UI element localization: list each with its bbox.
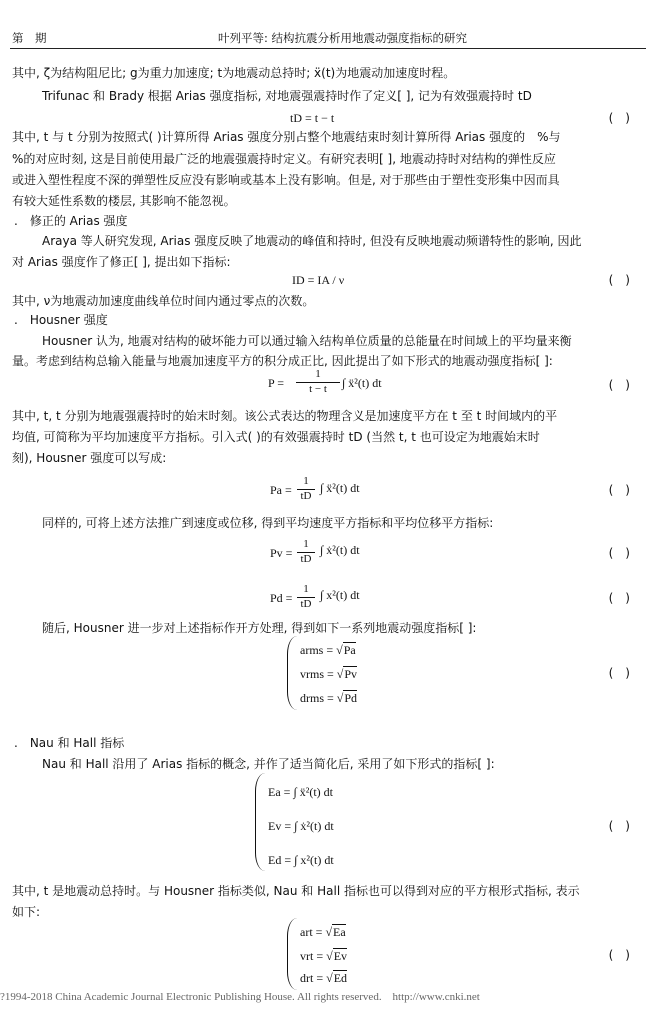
equation-number: ( ) [608,666,630,680]
text-line: 有较大延性系数的楼层, 其影响不能忽视。 [12,194,236,208]
equation-number: ( ) [608,378,630,392]
equation-drms: drms = √Pd [300,691,358,705]
text-line: Nau 和 Hall 沿用了 Arias 指标的概念, 并作了适当简化后, 采用了如下形式的指标[ ]: [42,757,495,771]
text-line: Araya 等人研究发现, Arias 强度反映了地震动的峰值和持时, 但没有反映地震动频谱特性的影响, 因此 [42,234,582,248]
running-head-title: 叶列平等: 结构抗震分析用地震动强度指标的研究 [218,31,468,45]
text-line: 同样的, 可将上述方法推广到速度或位移, 得到平均速度平方指标和平均位移平方指标: [42,516,494,530]
equation-art: art = √Ea [300,925,346,939]
equation-p-fraction: 1 t − t [296,368,340,396]
equation-ev: Ev = ∫ ẋ²(t) dt [268,819,334,833]
equation-number: ( ) [608,591,630,605]
equation-vrt: vrt = √Ev [300,949,348,963]
equation-pd-fraction: 1 tD [297,583,315,611]
section-heading: . 修正的 Arias 强度 [14,214,128,228]
equation-number: ( ) [608,546,630,560]
equation-vrms: vrms = √Pv [300,667,358,681]
equation-pv-lhs: Pv = [270,546,293,560]
equation-ia: ID = IA / ν [292,273,345,287]
equation-ea: Ea = ∫ ẍ²(t) dt [268,785,333,799]
text-line: %的对应时刻, 这是目前使用最广泛的地震强震持时定义。有研究表明[ ], 地震动持时对结构的弹性反应 [12,152,556,166]
text-line: 刻), Housner 强度可以写成: [12,451,167,465]
equation-pa-integral: ∫ ẍ²(t) dt [320,481,360,495]
text-line: 如下: [12,905,41,919]
text-line: 其中, t 是地震动总持时。与 Housner 指标类似, Nau 和 Hall 指标也可以得到对应的平方根形式指标, 表示 [12,884,580,898]
equation-brace [287,918,297,990]
text-line: Trifunac 和 Brady 根据 Arias 强度指标, 对地震强震持时作了定义[ ], 记为有效强震持时 tD [42,89,532,103]
equation-ed: Ed = ∫ x²(t) dt [268,853,334,867]
equation-number: ( ) [608,273,630,287]
equation-brace [255,773,265,871]
equation-p-lhs: P = [268,376,284,390]
text-line: 或进入塑性程度不深的弹塑性反应没有影响或基本上没有影响。但是, 对于那些由于塑性变形集中因而具 [12,173,560,187]
equation-pd-integral: ∫ x²(t) dt [320,588,360,602]
text-line: 其中, ζ为结构阻尼比; g为重力加速度; t为地震动总持时; ẍ(t)为地震动加速度时程。 [12,66,456,80]
equation-pv-integral: ∫ ẋ²(t) dt [320,543,360,557]
section-heading: . Nau 和 Hall 指标 [14,736,125,750]
footer-copyright: ?1994-2018 China Academic Journal Electronic Publishing House. All rights reserved. http://www.cnki.net [0,991,480,1003]
equation-number: ( ) [608,483,630,497]
text-line: 量。考虑到结构总输入能量与地震加速度平方的积分成正比, 因此提出了如下形式的地震动强度指标[ ]: [12,354,553,368]
equation-td: tD = t − t [290,111,335,125]
text-line: 其中, ν为地震动加速度曲线单位时间内通过零点的次数。 [12,294,315,308]
text-line: 均值, 可简称为平均加速度平方指标。引入式( )的有效强震持时 tD (当然 t, t 也可设定为地震始末时 [12,430,540,444]
text-line: 其中, t 与 t 分别为按照式( )计算所得 Arias 强度分别占整个地震结束时刻计算所得 Arias 强度的 %与 [12,130,561,144]
text-line: 随后, Housner 进一步对上述指标作开方处理, 得到如下一系列地震动强度指标[ ]: [42,621,477,635]
equation-p-integral: ∫ ẍ²(t) dt [342,376,382,390]
equation-pd-lhs: Pd = [270,591,293,605]
equation-drt: drt = √Ed [300,971,348,985]
equation-arms: arms = √Pa [300,643,356,657]
equation-number: ( ) [608,111,630,125]
equation-number: ( ) [608,819,630,833]
text-line: 其中, t, t 分别为地震强震持时的始末时刻。该公式表达的物理含义是加速度平方在 t 至 t 时间域内的平 [12,409,558,423]
running-head-left: 第 期 [12,31,47,45]
equation-number: ( ) [608,948,630,962]
text-line: Housner 认为, 地震对结构的破坏能力可以通过输入结构单位质量的总能量在时间域上的平均量来衡 [42,334,572,348]
equation-pa-lhs: Pa = [270,483,292,497]
header-rule [10,48,646,49]
section-heading: . Housner 强度 [14,313,108,327]
equation-pa-fraction: 1 tD [297,475,315,503]
equation-brace [287,636,297,710]
equation-pv-fraction: 1 tD [297,538,315,566]
text-line: 对 Arias 强度作了修正[ ], 提出如下指标: [12,255,231,269]
